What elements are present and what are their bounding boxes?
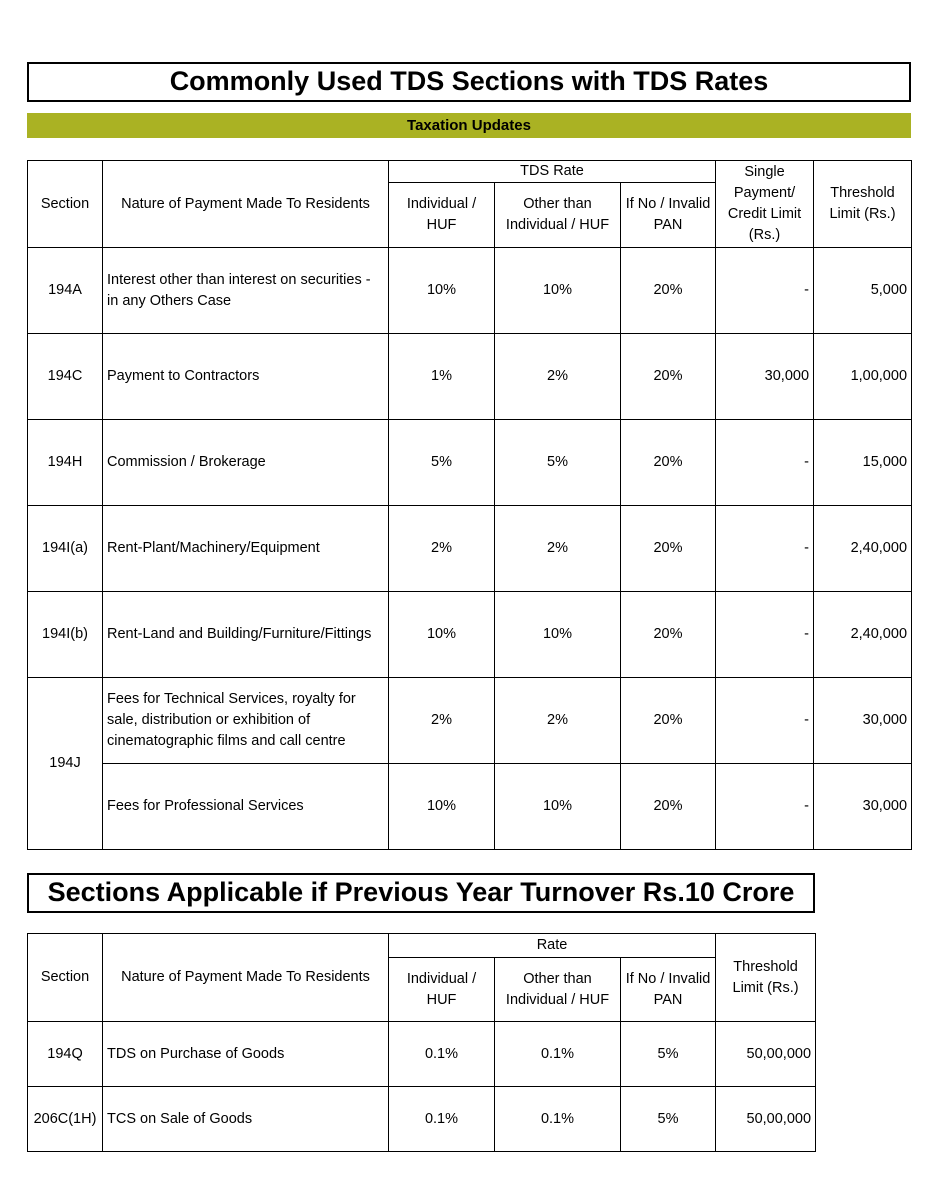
cell-single: - [716, 506, 814, 592]
cell-individual: 10% [389, 592, 495, 678]
cell-section: 194Q [28, 1022, 103, 1087]
cell-single: - [716, 764, 814, 850]
cell-individual: 1% [389, 334, 495, 420]
header-rate-group: Rate [389, 934, 716, 958]
cell-nature: Payment to Contractors [103, 334, 389, 420]
table-row [28, 248, 912, 334]
header-other: Other than Individual / HUF [495, 958, 621, 1022]
page-title: Commonly Used TDS Sections with TDS Rates [27, 62, 911, 102]
cell-single: 30,000 [716, 334, 814, 420]
header-no-pan: If No / Invalid PAN [621, 183, 716, 248]
table-row [28, 1087, 816, 1152]
table-row [28, 334, 912, 420]
cell-threshold: 1,00,000 [814, 334, 912, 420]
cell-nature: Commission / Brokerage [103, 420, 389, 506]
table-row [28, 764, 912, 850]
header-section: Section [28, 934, 103, 1022]
cell-threshold: 5,000 [814, 248, 912, 334]
cell-threshold: 15,000 [814, 420, 912, 506]
cell-threshold: 2,40,000 [814, 592, 912, 678]
cell-threshold: 2,40,000 [814, 506, 912, 592]
cell-section: 194C [28, 334, 103, 420]
header-other: Other than Individual / HUF [495, 183, 621, 248]
header-individual: Individual / HUF [389, 183, 495, 248]
cell-nature: Fees for Professional Services [103, 764, 389, 850]
cell-other: 10% [495, 592, 621, 678]
table-row [28, 1022, 816, 1087]
cell-other: 0.1% [495, 1022, 621, 1087]
cell-nature: Rent-Land and Building/Furniture/Fittings [103, 592, 389, 678]
header-nature: Nature of Payment Made To Residents [103, 161, 389, 248]
cell-threshold: 50,00,000 [716, 1022, 816, 1087]
header-individual: Individual / HUF [389, 958, 495, 1022]
cell-no-pan: 20% [621, 334, 716, 420]
cell-other: 5% [495, 420, 621, 506]
cell-no-pan: 20% [621, 420, 716, 506]
cell-no-pan: 20% [621, 678, 716, 764]
cell-single: - [716, 592, 814, 678]
cell-threshold: 30,000 [814, 678, 912, 764]
cell-nature: TCS on Sale of Goods [103, 1087, 389, 1152]
cell-individual: 2% [389, 678, 495, 764]
cell-individual: 0.1% [389, 1022, 495, 1087]
tds-rates-table [27, 160, 912, 850]
cell-no-pan: 20% [621, 592, 716, 678]
cell-single: - [716, 248, 814, 334]
cell-threshold: 50,00,000 [716, 1087, 816, 1152]
table-row [28, 506, 912, 592]
cell-section: 194H [28, 420, 103, 506]
cell-nature: Fees for Technical Services, royalty for sale, distribution or exhibition of cinematographic films and call centre [103, 678, 389, 764]
cell-no-pan: 20% [621, 506, 716, 592]
header-threshold: Threshold Limit (Rs.) [716, 934, 816, 1022]
cell-section: 194I(a) [28, 506, 103, 592]
cell-section: 194A [28, 248, 103, 334]
cell-no-pan: 5% [621, 1087, 716, 1152]
header-section: Section [28, 161, 103, 248]
cell-single: - [716, 420, 814, 506]
cell-individual: 2% [389, 506, 495, 592]
cell-section: 194J [28, 678, 103, 850]
cell-individual: 10% [389, 248, 495, 334]
cell-nature: Rent-Plant/Machinery/Equipment [103, 506, 389, 592]
cell-threshold: 30,000 [814, 764, 912, 850]
header-no-pan: If No / Invalid PAN [621, 958, 716, 1022]
table-row [28, 420, 912, 506]
cell-single: - [716, 678, 814, 764]
section-title: Sections Applicable if Previous Year Turnover Rs.10 Crore [27, 873, 815, 913]
cell-individual: 10% [389, 764, 495, 850]
banner: Taxation Updates [27, 113, 911, 138]
cell-other: 10% [495, 248, 621, 334]
cell-other: 2% [495, 678, 621, 764]
table-row [28, 592, 912, 678]
cell-nature: TDS on Purchase of Goods [103, 1022, 389, 1087]
header-threshold: Threshold Limit (Rs.) [814, 161, 912, 248]
cell-other: 10% [495, 764, 621, 850]
header-nature: Nature of Payment Made To Residents [103, 934, 389, 1022]
cell-other: 2% [495, 506, 621, 592]
table-row [28, 678, 912, 764]
header-rate-group: TDS Rate [389, 161, 716, 183]
turnover-sections-table [27, 933, 816, 1152]
cell-no-pan: 20% [621, 248, 716, 334]
cell-other: 2% [495, 334, 621, 420]
cell-no-pan: 5% [621, 1022, 716, 1087]
cell-section: 206C(1H) [28, 1087, 103, 1152]
cell-section: 194I(b) [28, 592, 103, 678]
cell-individual: 5% [389, 420, 495, 506]
header-single: Single Payment/ Credit Limit (Rs.) [716, 161, 814, 248]
cell-other: 0.1% [495, 1087, 621, 1152]
cell-no-pan: 20% [621, 764, 716, 850]
cell-individual: 0.1% [389, 1087, 495, 1152]
cell-nature: Interest other than interest on securities - in any Others Case [103, 248, 389, 334]
